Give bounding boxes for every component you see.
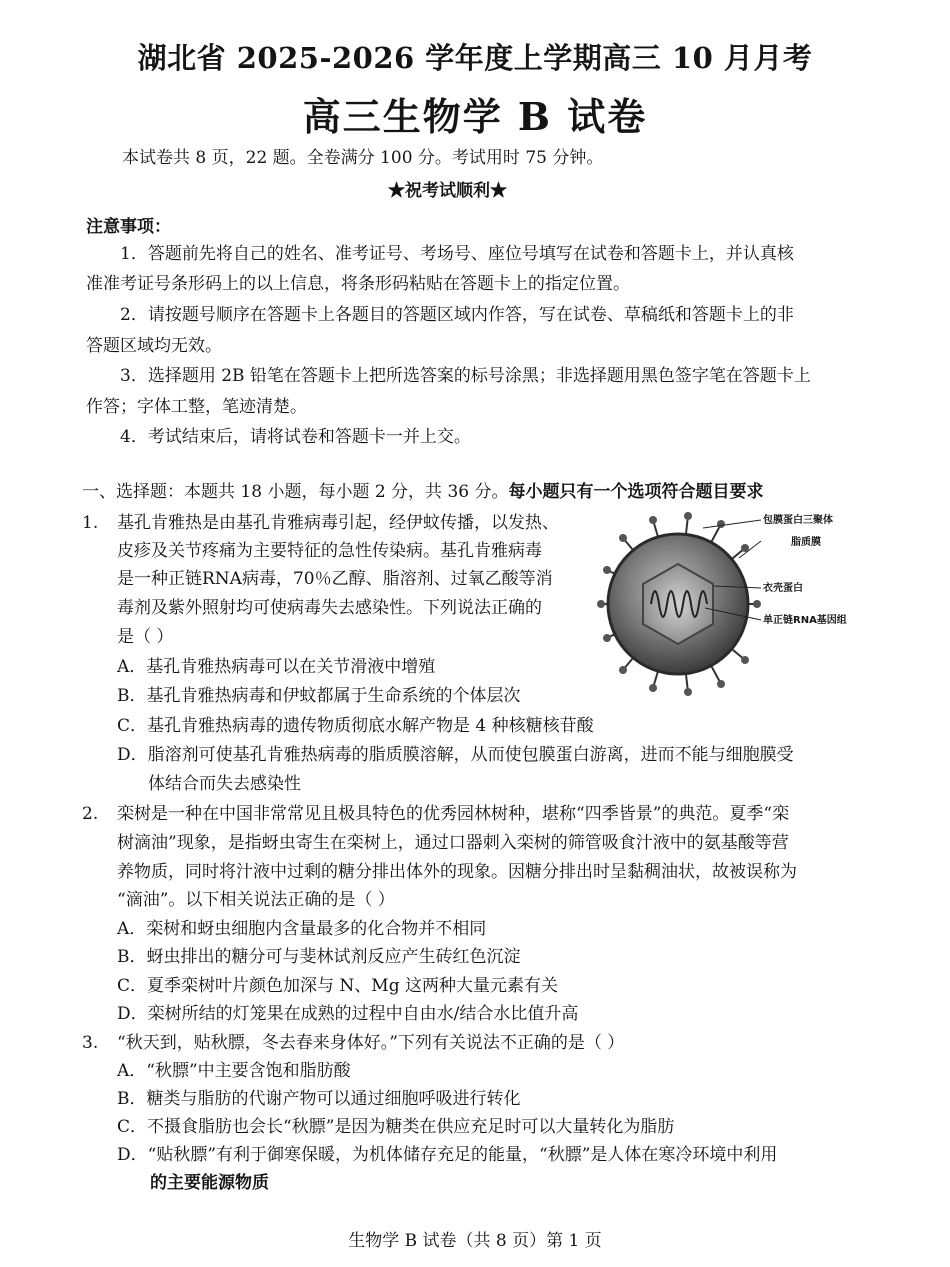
answer-option: B．糖类与脂肪的代谢产物可以通过细胞呼吸进行转化 xyxy=(117,1089,521,1109)
note-line: 准准考证号条形码上的以上信息，将条形码粘贴在答题卡上的指定位置。 xyxy=(86,274,630,294)
answer-option: C．不摄食脂肪也会长“秋膘”是因为糖类在供应充足时可以大量转化为脂肪 xyxy=(117,1117,675,1137)
figure-label: 衣壳蛋白 xyxy=(763,583,803,594)
notes-heading: 注意事项： xyxy=(86,217,171,237)
note-line: 1．答题前先将自己的姓名、准考证号、考场号、座位号填写在试卷和答题卡上，并认真核 xyxy=(120,244,794,264)
note-line: 2．请按题号顺序在答题卡上各题目的答题区域内作答，写在试卷、草稿纸和答题卡上的非 xyxy=(120,305,794,325)
question-text-line: “秋天到，贴秋膘，冬去春来身体好。”下列有关说法不正确的是（ ） xyxy=(117,1033,625,1053)
exam-subtitle: 高三生物学 B 试卷 xyxy=(302,94,648,139)
answer-option: B．基孔肯雅热病毒和伊蚊都属于生命系统的个体层次 xyxy=(117,686,521,706)
figure-label: 包膜蛋白三聚体 xyxy=(763,515,833,526)
question-text-line: 树滴油”现象，是指蚜虫寄生在栾树上，通过口器刺入栾树的筛管吸食汁液中的氨基酸等营 xyxy=(117,833,789,853)
note-line: 3．选择题用 2B 铅笔在答题卡上把所选答案的标号涂黑；非选择题用黑色签字笔在答题卡上 xyxy=(120,366,811,386)
question-number: 1. xyxy=(82,513,99,533)
note-line: 作答；字体工整，笔迹清楚。 xyxy=(86,397,307,417)
note-line: 4．考试结束后，请将试卷和答题卡一并上交。 xyxy=(120,427,471,447)
answer-option: A．基孔肯雅热病毒可以在关节滑液中增殖 xyxy=(117,657,436,677)
question-text-line: 栾树是一种在中国非常常见且极具特色的优秀园林树种，堪称“四季皆景”的典范。夏季“栾 xyxy=(117,804,790,824)
answer-option: D．“贴秋膘”有利于御寒保暖，为机体储存充足的能量，“秋膘”是人体在寒冷环境中利用 xyxy=(117,1145,778,1165)
answer-option: D．脂溶剂可使基孔肯雅热病毒的脂质膜溶解，从而使包膜蛋白游离，进而不能与细胞膜受 xyxy=(117,745,794,765)
section-heading-part-a: 一、选择题：本题共 18 小题，每小题 2 分，共 36 分。 xyxy=(82,482,509,502)
answer-option: C．夏季栾树叶片颜色加深与 N、Mg 这两种大量元素有关 xyxy=(117,976,558,996)
question-text-line: 毒剂及紫外照射均可使病毒失去感染性。下列说法正确的 xyxy=(117,598,542,618)
figure-label: 脂质膜 xyxy=(791,537,821,548)
question-number: 3. xyxy=(82,1033,99,1053)
section-heading-part-b: 每小题只有一个选项符合题目要求 xyxy=(508,482,764,502)
answer-option: A．栾树和蚜虫细胞内含量最多的化合物并不相同 xyxy=(117,919,487,939)
question-text-line: “滴油”。以下相关说法正确的是（ ） xyxy=(117,890,395,910)
answer-option: B．蚜虫排出的糖分可与斐林试剂反应产生砖红色沉淀 xyxy=(117,947,521,967)
answer-option-continued: 体结合而失去感染性 xyxy=(148,774,301,794)
question-text-line: 皮疹及关节疼痛为主要特征的急性传染病。基孔肯雅病毒 xyxy=(117,541,542,561)
question-text-line: 是（ ） xyxy=(117,627,174,647)
answer-option: C．基孔肯雅热病毒的遗传物质彻底水解产物是 4 种核糖核苷酸 xyxy=(117,716,594,736)
section-heading xyxy=(82,480,764,504)
answer-option: A．“秋膘”中主要含饱和脂肪酸 xyxy=(117,1061,351,1081)
question-number: 2. xyxy=(82,804,99,824)
answer-option: D．栾树所结的灯笼果在成熟的过程中自由水/结合水比值升高 xyxy=(117,1004,579,1024)
good-luck-banner: ★祝考试顺利★ xyxy=(388,181,507,201)
question-text-line: 是一种正链RNA病毒，70％乙醇、脂溶剂、过氧乙酸等消 xyxy=(117,569,553,589)
note-line: 答题区域均无效。 xyxy=(86,336,222,356)
question-text-line: 养物质，同时将汁液中过剩的糖分排出体外的现象。因糖分排出时呈黏稠油状，故被误称为 xyxy=(117,862,797,882)
page-footer: 生物学 B 试卷（共 8 页）第 1 页 xyxy=(348,1231,602,1251)
exam-info: 本试卷共 8 页，22 题。全卷满分 100 分。考试用时 75 分钟。 xyxy=(122,148,604,168)
figure-label: 单正链RNA基因组 xyxy=(763,615,847,626)
exam-title: 湖北省 2025-2026 学年度上学期高三 10 月月考 xyxy=(137,41,813,75)
answer-option-continued: 的主要能源物质 xyxy=(150,1173,269,1193)
question-text-line: 基孔肯雅热是由基孔肯雅病毒引起，经伊蚊传播，以发热、 xyxy=(117,513,559,533)
virus-structure-diagram xyxy=(593,508,863,698)
